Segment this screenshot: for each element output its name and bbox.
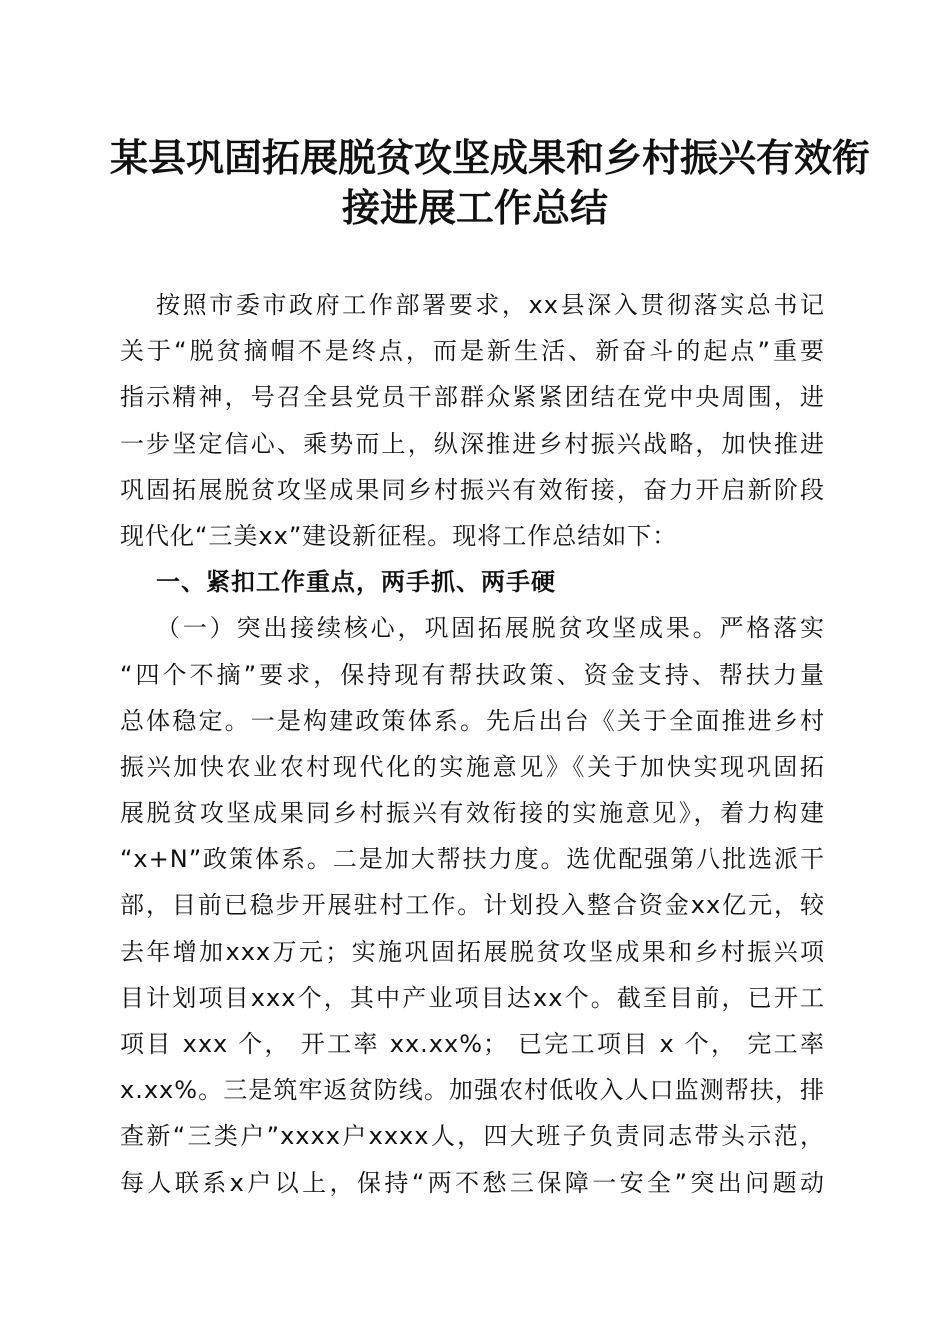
paragraph-2-line: 项目 xxx 个， 开工率 xx.xx%； 已完工项目 x 个， 完工率	[120, 1030, 825, 1058]
paragraph-1-line: 关于“脱贫摘帽不是终点，而是新生活、新奋斗的起点”重要	[120, 337, 825, 366]
paragraph-1-line: 按照市委市政府工作部署要求，xx县深入贯彻落实总书记	[156, 291, 825, 319]
paragraph-2-line: （一）突出接续核心，巩固拓展脱贫攻坚成果。严格落实	[156, 614, 825, 643]
paragraph-1-line: 指示精神，号召全县党员干部群众紧紧团结在党中央周围，进	[120, 383, 825, 412]
paragraph-2-line: 每人联系x户以上，保持“两不愁三保障一安全”突出问题动	[120, 1168, 825, 1197]
document-body	[120, 282, 825, 1206]
paragraph-2-line: 展脱贫攻坚成果同乡村振兴有效衔接的实施意见》，着力构建	[120, 799, 825, 828]
paragraph-2-line: 总体稳定。一是构建政策体系。先后出台《关于全面推进乡村	[120, 706, 825, 735]
paragraph-2-line: 部，目前已稳步开展驻村工作。计划投入整合资金xx亿元，较	[120, 891, 825, 920]
paragraph-2-line: “四个不摘”要求，保持现有帮扶政策、资金支持、帮扶力量	[120, 660, 825, 689]
paragraph-1-line: 巩固拓展脱贫攻坚成果同乡村振兴有效衔接，奋力开启新阶段	[120, 475, 825, 504]
document-title-line-1: 某县巩固拓展脱贫攻坚成果和乡村振兴有效衔	[110, 135, 871, 180]
paragraph-2-line: 查新“三类户”xxxx户xxxx人，四大班子负责同志带头示范，	[120, 1122, 825, 1151]
paragraph-2-line: 去年增加xxx万元；实施巩固拓展脱贫攻坚成果和乡村振兴项	[120, 937, 825, 966]
document-title-line-2: 接进展工作总结	[341, 185, 608, 230]
section-heading-1: 一、紧扣工作重点，两手抓、两手硬	[156, 568, 556, 597]
paragraph-1-line: 一步坚定信心、乘势而上，纵深推进乡村振兴战略，加快推进	[120, 429, 825, 458]
paragraph-2-line: x.xx%。三是筑牢返贫防线。加强农村低收入人口监测帮扶，排	[120, 1076, 825, 1105]
paragraph-1-line: 现代化“三美xx”建设新征程。现将工作总结如下：	[120, 521, 678, 550]
paragraph-2-line: 目计划项目xxx个，其中产业项目达xx个。截至目前，已开工	[120, 983, 825, 1012]
paragraph-2-line: 振兴加快农业农村现代化的实施意见》《关于加快实现巩固拓	[120, 752, 825, 781]
paragraph-2-line: “x+N”政策体系。二是加大帮扶力度。选优配强第八批选派干	[120, 845, 825, 874]
